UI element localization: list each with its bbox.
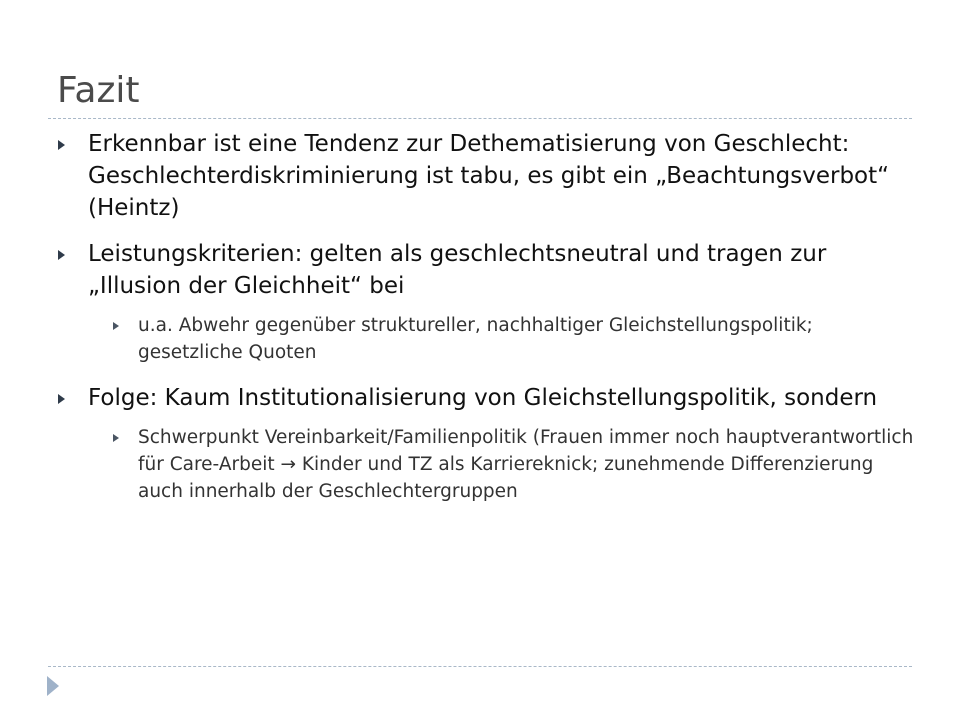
sub-bullet-text: Schwerpunkt Vereinbarkeit/Familienpolitik (Frauen immer noch hauptverantwortlich für Care-Arbeit → Kinder und TZ als Karriereknick; zunehmende Differenzierung auch innerhalb der Geschlechtergruppen xyxy=(138,427,914,502)
bullet-item xyxy=(58,128,920,224)
sub-bullet-item xyxy=(113,312,920,366)
bullet-arrow-icon xyxy=(58,394,65,404)
sub-bullet-text: u.a. Abwehr gegenüber struktureller, nachhaltiger Gleichstellungspolitik; gesetzliche Quoten xyxy=(138,315,813,363)
sub-bullet-item xyxy=(113,424,920,505)
bullet-text: Erkennbar ist eine Tendenz zur Dethematisierung von Geschlecht: Geschlechterdiskriminierung ist tabu, es gibt ein „Beachtungsverbot“ (Heintz) xyxy=(88,131,890,221)
title-divider xyxy=(48,118,912,119)
bullet-text: Folge: Kaum Institutionalisierung von Gleichstellungspolitik, sondern xyxy=(88,385,878,411)
bullet-item xyxy=(58,382,920,414)
footer-arrow-icon xyxy=(47,676,59,696)
sub-bullet-arrow-icon xyxy=(113,434,119,442)
bullet-arrow-icon xyxy=(58,140,65,150)
sub-bullet-arrow-icon xyxy=(113,322,119,330)
bullet-text: Leistungskriterien: gelten als geschlechtsneutral und tragen zur „Illusion der Gleichheit“ bei xyxy=(88,241,827,299)
slide-title: Fazit xyxy=(57,70,140,111)
slide-content xyxy=(58,128,920,521)
bullet-arrow-icon xyxy=(58,250,65,260)
bullet-item xyxy=(58,238,920,302)
footer-divider xyxy=(48,666,912,667)
